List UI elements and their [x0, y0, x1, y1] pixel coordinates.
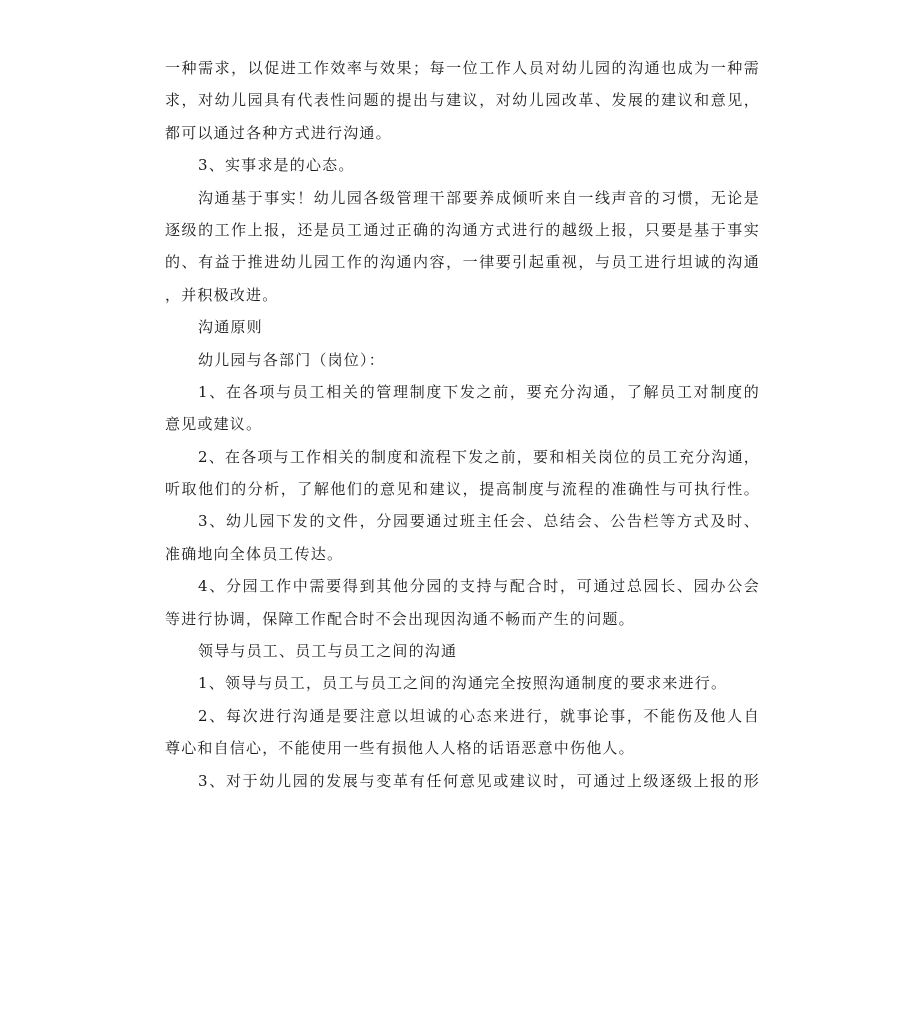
text-line-6: 逐级的工作上报，还是员工通过正确的沟通方式进行的越级上报，只要是基于事实 [165, 220, 760, 239]
text-line-5: 沟通基于事实！幼儿园各级管理干部要养成倾听来自一线声音的习惯，无论是 [198, 188, 760, 207]
heading-communication-principles: 沟通原则 [198, 318, 263, 337]
text-line-1: 一种需求，以促进工作效率与效果；每一位工作人员对幼儿园的沟通也成为一种需 [165, 59, 760, 77]
text-line-2: 求，对幼儿园具有代表性问题的提出与建议，对幼儿园改革、发展的建议和意见， [165, 91, 760, 110]
text-line-11: 1、在各项与员工相关的管理制度下发之前，要充分沟通，了解员工对制度的 [198, 382, 760, 401]
text-line-20: 1、领导与员工，员工与员工之间的沟通完全按照沟通制度的要求来进行。 [198, 674, 728, 693]
subheading-departments: 幼儿园与各部门（岗位）： [198, 350, 385, 369]
text-line-17: 4、分园工作中需要得到其他分园的支持与配合时，可通过总园长、园办公会 [198, 577, 760, 596]
subheading-leaders-staff: 领导与员工、员工与员工之间的沟通 [198, 642, 458, 661]
section-heading-3: 3、实事求是的心态。 [198, 156, 355, 175]
text-line-22: 尊心和自信心，不能使用一些有损他人人格的话语恶意中伤他人。 [165, 739, 635, 758]
text-line-3: 都可以通过各种方式进行沟通。 [165, 123, 392, 142]
text-line-12: 意见或建议。 [165, 415, 263, 434]
text-line-13: 2、在各项与工作相关的制度和流程下发之前，要和相关岗位的员工充分沟通， [198, 447, 760, 466]
text-line-15: 3、幼儿园下发的文件，分园要通过班主任会、总结会、公告栏等方式及时、 [198, 512, 760, 531]
text-line-16: 准确地向全体员工传达。 [165, 544, 344, 563]
text-line-21: 2、每次进行沟通是要注意以坦诚的心态来进行，就事论事，不能伤及他人自 [198, 706, 760, 725]
text-line-7: 的、有益于推进幼儿园工作的沟通内容，一律要引起重视，与员工进行坦诚的沟通 [165, 253, 760, 272]
text-line-23: 3、对于幼儿园的发展与变革有任何意见或建议时，可通过上级逐级上报的形 [198, 771, 760, 790]
text-line-8: ，并积极改进。 [165, 285, 279, 304]
text-line-18: 等进行协调，保障工作配合时不会出现因沟通不畅而产生的问题。 [165, 609, 635, 628]
text-line-14: 听取他们的分析，了解他们的意见和建议，提高制度与流程的准确性与可执行性。 [165, 480, 760, 499]
document-body [165, 52, 760, 797]
